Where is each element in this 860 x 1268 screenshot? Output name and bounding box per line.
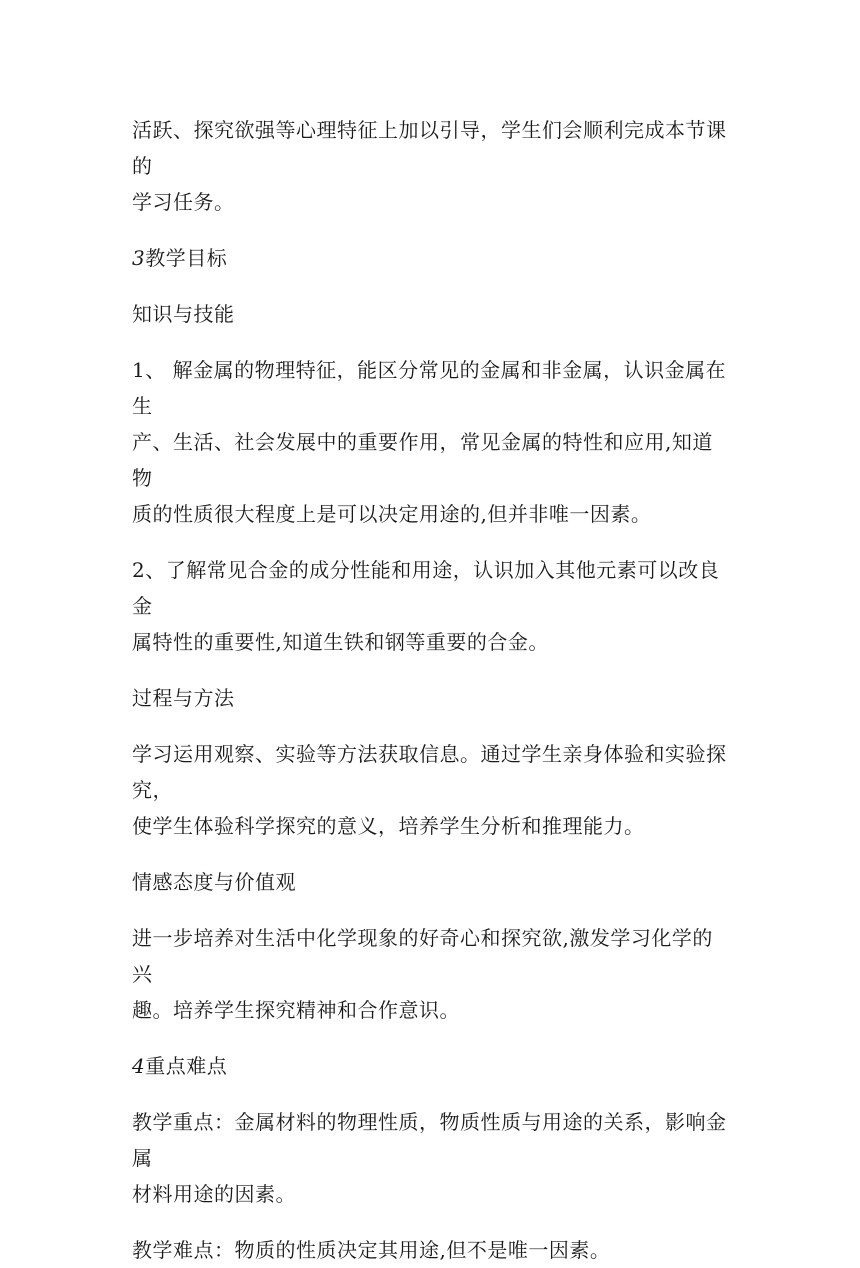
section-heading-key-points (132, 1048, 732, 1084)
document-body (132, 112, 732, 1268)
paragraph-teaching-difficulty (132, 1232, 732, 1268)
paragraph-intro-continuation (132, 112, 732, 220)
text-line: 属特性的重要性,知道生铁和钢等重要的合金。 (132, 630, 549, 654)
section-title: 教学目标 (145, 246, 228, 270)
paragraph-process-methods (132, 736, 732, 844)
section-number: 4 (132, 1054, 146, 1078)
text-line: 趣。培养学生探究精神和合作意识。 (132, 998, 460, 1022)
text-line: 学习任务。 (132, 190, 235, 214)
paragraph-attitudes-values (132, 920, 732, 1028)
section-number: 3 (132, 246, 146, 270)
text-line: 活跃、探究欲强等心理特征上加以引导，学生们会顺利完成本节课的 (132, 118, 727, 178)
text-line: 使学生体验科学探究的意义，培养学生分析和推理能力。 (132, 814, 645, 838)
paragraph-objective-2 (132, 552, 732, 660)
section-heading-objectives (132, 240, 732, 276)
subheading-text: 过程与方法 (132, 686, 235, 710)
text-line: 进一步培养对生活中化学现象的好奇心和探究欲,激发学习化学的兴 (132, 926, 713, 986)
subheading-text: 知识与技能 (132, 302, 235, 326)
subheading-process-methods (132, 680, 732, 716)
subheading-knowledge-skills (132, 296, 732, 332)
subheading-text: 情感态度与价值观 (132, 870, 296, 894)
text-line: 质的性质很大程度上是可以决定用途的,但并非唯一因素。 (132, 502, 652, 526)
text-line: 学习运用观察、实验等方法获取信息。通过学生亲身体验和实验探究， (132, 742, 727, 802)
text-line: 1、 解金属的物理特征，能区分常见的金属和非金属，认识金属在生 (132, 358, 727, 418)
text-line: 教学重点：金属材料的物理性质，物质性质与用途的关系，影响金属 (132, 1110, 727, 1170)
text-line: 材料用途的因素。 (132, 1182, 296, 1206)
text-line: 产、生活、社会发展中的重要作用，常见金属的特性和应用,知道物 (132, 430, 713, 490)
section-title: 重点难点 (145, 1054, 228, 1078)
text-line: 2、了解常见合金的成分性能和用途，认识加入其他元素可以改良金 (132, 558, 720, 618)
paragraph-teaching-focus (132, 1104, 732, 1212)
paragraph-objective-1 (132, 352, 732, 532)
subheading-attitudes-values (132, 864, 732, 900)
text-line: 教学难点：物质的性质决定其用途,但不是唯一因素。 (132, 1238, 611, 1262)
